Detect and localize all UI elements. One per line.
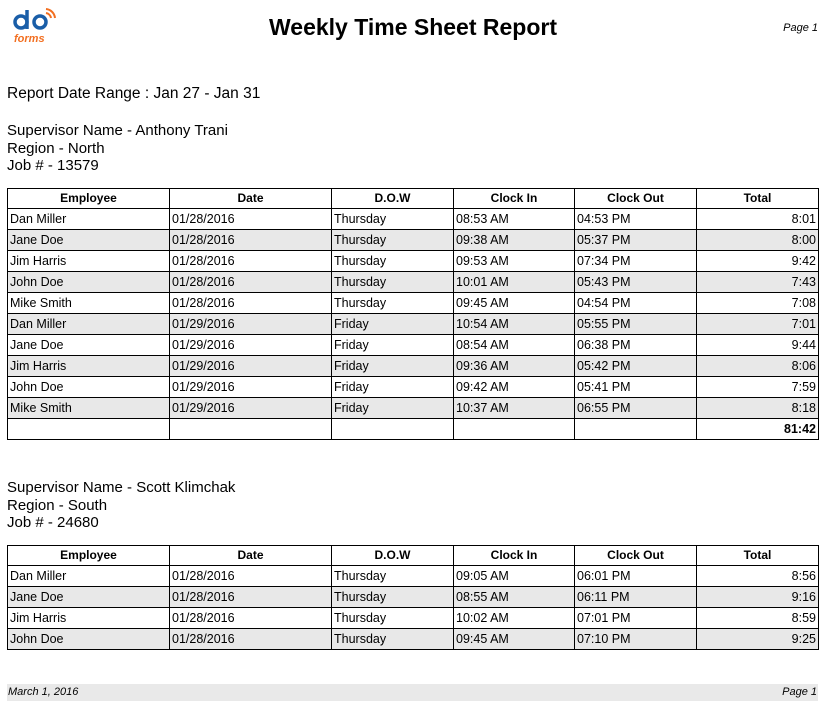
cell-clock-out: 05:55 PM bbox=[575, 314, 697, 335]
column-header-dow: D.O.W bbox=[332, 189, 454, 209]
cell-date: 01/28/2016 bbox=[170, 272, 332, 293]
cell-total: 9:42 bbox=[697, 251, 819, 272]
page-number-top: Page 1 bbox=[783, 22, 818, 34]
cell-total: 8:00 bbox=[697, 230, 819, 251]
supervisor-block-1 bbox=[7, 122, 228, 175]
cell-employee: Jim Harris bbox=[8, 608, 170, 629]
cell-clock-out: 05:43 PM bbox=[575, 272, 697, 293]
cell-employee: Jim Harris bbox=[8, 251, 170, 272]
cell-total: 8:59 bbox=[697, 608, 819, 629]
cell-date: 01/29/2016 bbox=[170, 314, 332, 335]
cell-employee: Jane Doe bbox=[8, 587, 170, 608]
table-row bbox=[8, 230, 819, 251]
cell-clock-in: 08:55 AM bbox=[454, 587, 575, 608]
empty-cell bbox=[8, 419, 170, 440]
cell-dow: Thursday bbox=[332, 293, 454, 314]
cell-date: 01/28/2016 bbox=[170, 209, 332, 230]
cell-clock-out: 07:34 PM bbox=[575, 251, 697, 272]
region: Region - North bbox=[7, 139, 105, 157]
cell-date: 01/29/2016 bbox=[170, 377, 332, 398]
cell-employee: Jane Doe bbox=[8, 335, 170, 356]
cell-date: 01/28/2016 bbox=[170, 230, 332, 251]
cell-clock-in: 09:05 AM bbox=[454, 566, 575, 587]
job-number: Job # - 24680 bbox=[7, 514, 99, 531]
cell-clock-in: 08:54 AM bbox=[454, 335, 575, 356]
cell-clock-out: 06:11 PM bbox=[575, 587, 697, 608]
cell-dow: Friday bbox=[332, 314, 454, 335]
cell-clock-in: 09:45 AM bbox=[454, 293, 575, 314]
cell-dow: Thursday bbox=[332, 629, 454, 650]
table-row bbox=[8, 398, 819, 419]
cell-date: 01/28/2016 bbox=[170, 587, 332, 608]
grand-total: 81:42 bbox=[697, 419, 819, 440]
table-row bbox=[8, 629, 819, 650]
cell-dow: Thursday bbox=[332, 608, 454, 629]
supervisor-name: Supervisor Name - Anthony Trani bbox=[7, 122, 228, 139]
cell-clock-in: 09:42 AM bbox=[454, 377, 575, 398]
cell-employee: Mike Smith bbox=[8, 398, 170, 419]
empty-cell bbox=[170, 419, 332, 440]
cell-dow: Thursday bbox=[332, 251, 454, 272]
cell-clock-out: 05:41 PM bbox=[575, 377, 697, 398]
cell-employee: Mike Smith bbox=[8, 293, 170, 314]
cell-total: 8:01 bbox=[697, 209, 819, 230]
cell-total: 9:25 bbox=[697, 629, 819, 650]
cell-dow: Thursday bbox=[332, 209, 454, 230]
supervisor-name: Supervisor Name - Scott Klimchak bbox=[7, 479, 236, 496]
timesheet-table-1 bbox=[7, 188, 819, 440]
cell-dow: Thursday bbox=[332, 272, 454, 293]
column-header-date: Date bbox=[170, 189, 332, 209]
cell-total: 7:01 bbox=[697, 314, 819, 335]
cell-clock-in: 09:53 AM bbox=[454, 251, 575, 272]
cell-dow: Thursday bbox=[332, 566, 454, 587]
cell-employee: Jim Harris bbox=[8, 356, 170, 377]
cell-total: 8:06 bbox=[697, 356, 819, 377]
cell-total: 7:08 bbox=[697, 293, 819, 314]
cell-employee: John Doe bbox=[8, 629, 170, 650]
cell-clock-in: 09:36 AM bbox=[454, 356, 575, 377]
empty-cell bbox=[332, 419, 454, 440]
cell-clock-in: 09:45 AM bbox=[454, 629, 575, 650]
cell-date: 01/28/2016 bbox=[170, 608, 332, 629]
cell-dow: Friday bbox=[332, 398, 454, 419]
cell-clock-out: 06:55 PM bbox=[575, 398, 697, 419]
table-row bbox=[8, 566, 819, 587]
cell-employee: Dan Miller bbox=[8, 209, 170, 230]
column-header-date: Date bbox=[170, 546, 332, 566]
cell-clock-out: 04:54 PM bbox=[575, 293, 697, 314]
column-header-total: Total bbox=[697, 189, 819, 209]
cell-total: 7:43 bbox=[697, 272, 819, 293]
cell-employee: Dan Miller bbox=[8, 314, 170, 335]
cell-clock-out: 05:37 PM bbox=[575, 230, 697, 251]
column-header-employee: Employee bbox=[8, 189, 170, 209]
cell-clock-in: 10:01 AM bbox=[454, 272, 575, 293]
cell-date: 01/29/2016 bbox=[170, 356, 332, 377]
column-header-dow: D.O.W bbox=[332, 546, 454, 566]
cell-dow: Friday bbox=[332, 335, 454, 356]
column-header-clock-out: Clock Out bbox=[575, 189, 697, 209]
empty-cell bbox=[454, 419, 575, 440]
table-row bbox=[8, 314, 819, 335]
cell-clock-out: 07:10 PM bbox=[575, 629, 697, 650]
cell-employee: John Doe bbox=[8, 272, 170, 293]
cell-date: 01/28/2016 bbox=[170, 566, 332, 587]
report-title: Weekly Time Sheet Report bbox=[268, 14, 558, 40]
cell-total: 9:16 bbox=[697, 587, 819, 608]
table-row bbox=[8, 209, 819, 230]
report-date-range: Report Date Range : Jan 27 - Jan 31 bbox=[7, 85, 261, 102]
table-row bbox=[8, 293, 819, 314]
cell-employee: Dan Miller bbox=[8, 566, 170, 587]
cell-dow: Friday bbox=[332, 356, 454, 377]
cell-date: 01/28/2016 bbox=[170, 293, 332, 314]
logo-subtext: forms bbox=[14, 33, 45, 45]
cell-total: 9:44 bbox=[697, 335, 819, 356]
grand-total-row bbox=[8, 419, 819, 440]
column-header-clock-in: Clock In bbox=[454, 189, 575, 209]
table-row bbox=[8, 608, 819, 629]
column-header-clock-out: Clock Out bbox=[575, 546, 697, 566]
cell-clock-out: 04:53 PM bbox=[575, 209, 697, 230]
cell-total: 8:56 bbox=[697, 566, 819, 587]
cell-clock-in: 08:53 AM bbox=[454, 209, 575, 230]
cell-clock-out: 06:01 PM bbox=[575, 566, 697, 587]
table-row bbox=[8, 587, 819, 608]
table-row bbox=[8, 272, 819, 293]
table-header-row bbox=[8, 189, 819, 209]
cell-clock-out: 05:42 PM bbox=[575, 356, 697, 377]
cell-employee: John Doe bbox=[8, 377, 170, 398]
column-header-employee: Employee bbox=[8, 546, 170, 566]
job-number: Job # - 13579 bbox=[7, 157, 99, 174]
cell-date: 01/29/2016 bbox=[170, 398, 332, 419]
cell-employee: Jane Doe bbox=[8, 230, 170, 251]
cell-total: 8:18 bbox=[697, 398, 819, 419]
cell-clock-in: 10:54 AM bbox=[454, 314, 575, 335]
empty-cell bbox=[575, 419, 697, 440]
region: Region - South bbox=[7, 496, 108, 514]
page-footer bbox=[7, 684, 818, 701]
cell-clock-in: 09:38 AM bbox=[454, 230, 575, 251]
table-row bbox=[8, 251, 819, 272]
timesheet-table-2 bbox=[7, 545, 819, 650]
footer-page-number: Page 1 bbox=[782, 686, 817, 698]
cell-total: 7:59 bbox=[697, 377, 819, 398]
cell-date: 01/28/2016 bbox=[170, 251, 332, 272]
cell-clock-out: 06:38 PM bbox=[575, 335, 697, 356]
table-row bbox=[8, 356, 819, 377]
cell-date: 01/29/2016 bbox=[170, 335, 332, 356]
table-row bbox=[8, 377, 819, 398]
column-header-total: Total bbox=[697, 546, 819, 566]
cell-clock-out: 07:01 PM bbox=[575, 608, 697, 629]
supervisor-block-2 bbox=[7, 479, 235, 532]
footer-date: March 1, 2016 bbox=[8, 686, 79, 698]
column-header-clock-in: Clock In bbox=[454, 546, 575, 566]
cell-clock-in: 10:02 AM bbox=[454, 608, 575, 629]
table-header-row bbox=[8, 546, 819, 566]
cell-date: 01/28/2016 bbox=[170, 629, 332, 650]
cell-clock-in: 10:37 AM bbox=[454, 398, 575, 419]
cell-dow: Thursday bbox=[332, 587, 454, 608]
cell-dow: Friday bbox=[332, 377, 454, 398]
table-row bbox=[8, 335, 819, 356]
cell-dow: Thursday bbox=[332, 230, 454, 251]
